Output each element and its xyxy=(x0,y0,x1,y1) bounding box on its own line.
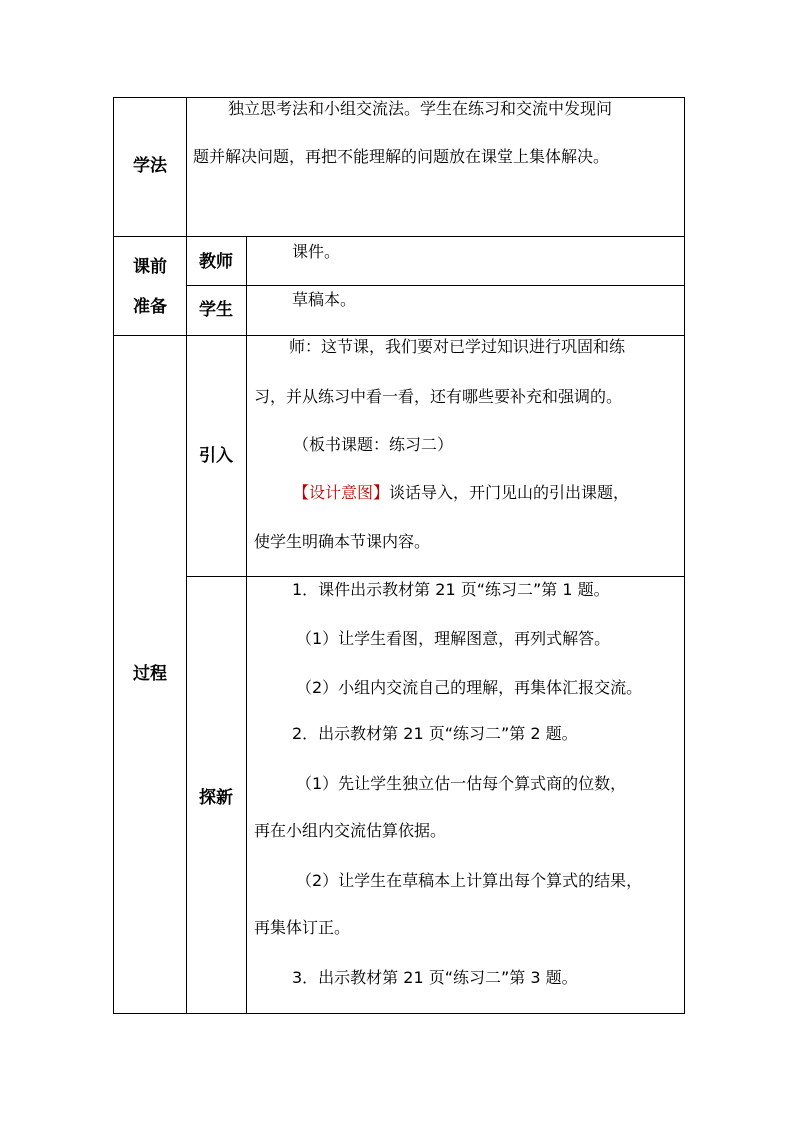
table-border-left xyxy=(113,97,114,1014)
teacher-label: 教师 xyxy=(199,252,233,272)
table-border-right xyxy=(684,97,685,1014)
table-border-bottom xyxy=(113,1013,685,1014)
explore-line: （2）小组内交流自己的理解，再集体汇报交流。 xyxy=(296,678,643,697)
intro-label: 引入 xyxy=(199,446,233,466)
row-divider-xuefa xyxy=(113,236,685,237)
row-divider-intro xyxy=(186,576,685,577)
xuefa-text-line2: 题并解决问题，再把不能理解的问题放在课堂上集体解决。 xyxy=(193,147,610,166)
column-divider-1 xyxy=(186,97,187,1014)
explore-label: 探新 xyxy=(199,788,233,808)
intro-line4 xyxy=(293,482,629,504)
intro-line5: 使学生明确本节课内容。 xyxy=(254,532,431,551)
explore-line: （1）让学生看图，理解图意，再列式解答。 xyxy=(296,629,611,648)
prep-label-line1: 课前 xyxy=(133,257,167,277)
explore-line: （1）先让学生独立估一估每个算式商的位数， xyxy=(296,774,627,793)
design-intent-tag: 【设计意图】 xyxy=(293,483,390,502)
explore-line: （2）让学生在草稿本上计算出每个算式的结果， xyxy=(296,871,643,890)
design-intent-text: 谈话导入，开门见山的引出课题， xyxy=(389,483,630,502)
row-divider-teacher xyxy=(186,285,685,286)
xuefa-label: 学法 xyxy=(133,156,167,176)
prep-label-line2: 准备 xyxy=(133,297,167,317)
explore-line: 再在小组内交流估算依据。 xyxy=(254,821,447,840)
explore-line: 2．出示教材第 21 页“练习二”第 2 题。 xyxy=(292,724,578,743)
explore-line: 3．出示教材第 21 页“练习二”第 3 题。 xyxy=(292,968,578,987)
intro-line3: （板书课题：练习二） xyxy=(293,435,454,454)
student-text: 草稿本。 xyxy=(292,290,357,309)
process-label: 过程 xyxy=(133,664,167,684)
xuefa-text-line1: 独立思考法和小组交流法。学生在练习和交流中发现问 xyxy=(228,99,613,118)
teacher-text: 课件。 xyxy=(292,242,341,261)
intro-line1: 师：这节课，我们要对已学过知识进行巩固和练 xyxy=(289,337,626,356)
explore-line: 再集体订正。 xyxy=(254,918,351,937)
explore-line: 1．课件出示教材第 21 页“练习二”第 1 题。 xyxy=(292,580,610,599)
student-label: 学生 xyxy=(199,300,233,320)
intro-line2: 习，并从练习中看一看，还有哪些要补充和强调的。 xyxy=(254,387,623,406)
column-divider-2 xyxy=(246,236,247,1014)
